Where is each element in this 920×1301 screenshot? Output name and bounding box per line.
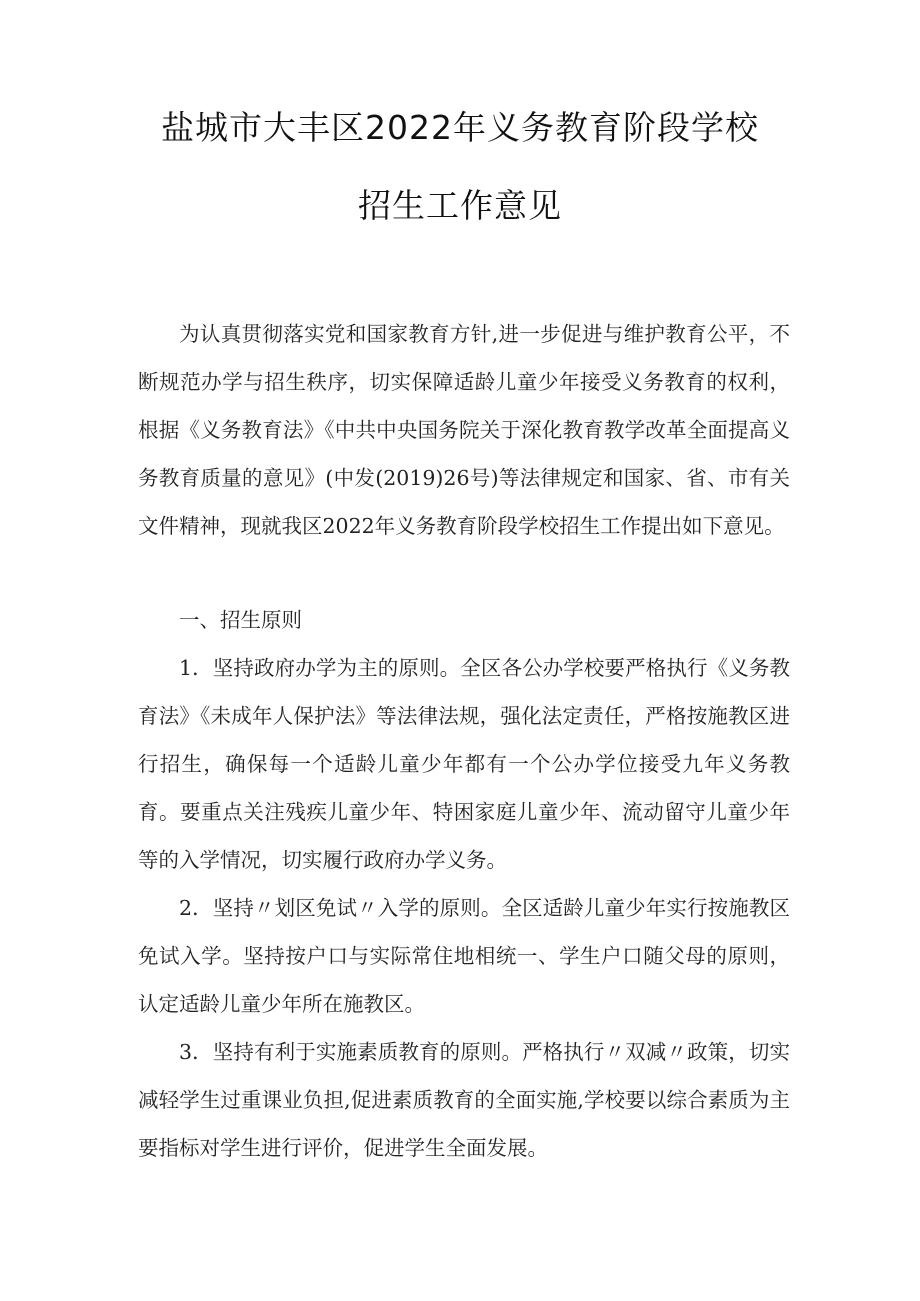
intro-paragraph: 为认真贯彻落实党和国家教育方针,进一步促进与维护教育公平，不断规范办学与招生秩序，切实保障适龄儿童少年接受义务教育的权利，根据《义务教育法》《中共中央国务院关于深化教育教学改革全面提高义务教育质量的意见》(中发(2019)26号)等法律规定和国家、省、市有关文件精神，现就我区2022年义务教育阶段学校招生工作提出如下意见。 [138,322,790,538]
document-title-line-1: 盐城市大丰区2022年义务教育阶段学校 [161,108,759,147]
principle-1-paragraph: 1．坚持政府办学为主的原则。全区各公办学校要严格执行《义务教育法》《未成年人保护法》等法律法规，强化法定责任，严格按施教区进行招生，确保每一个适龄儿童少年都有一个公办学位接受九年义务教育。要重点关注残疾儿童少年、特困家庭儿童少年、流动留守儿童少年等的入学情况，切实履行政府办学义务。 [138,656,790,872]
section-heading: 一、招生原则 [179,608,302,632]
principle-2-paragraph: 2．坚持〃划区免试〃入学的原则。全区适龄儿童少年实行按施教区免试入学。坚持按户口与实际常住地相统一、学生户口随父母的原则，认定适龄儿童少年所在施教区。 [138,896,790,1016]
document-title-line-2: 招生工作意见 [358,186,562,225]
principle-3-paragraph: 3．坚持有利于实施素质教育的原则。严格执行〃双减〃政策，切实减轻学生过重课业负担,促进素质教育的全面实施,学校要以综合素质为主要指标对学生进行评价，促进学生全面发展。 [138,1040,790,1160]
